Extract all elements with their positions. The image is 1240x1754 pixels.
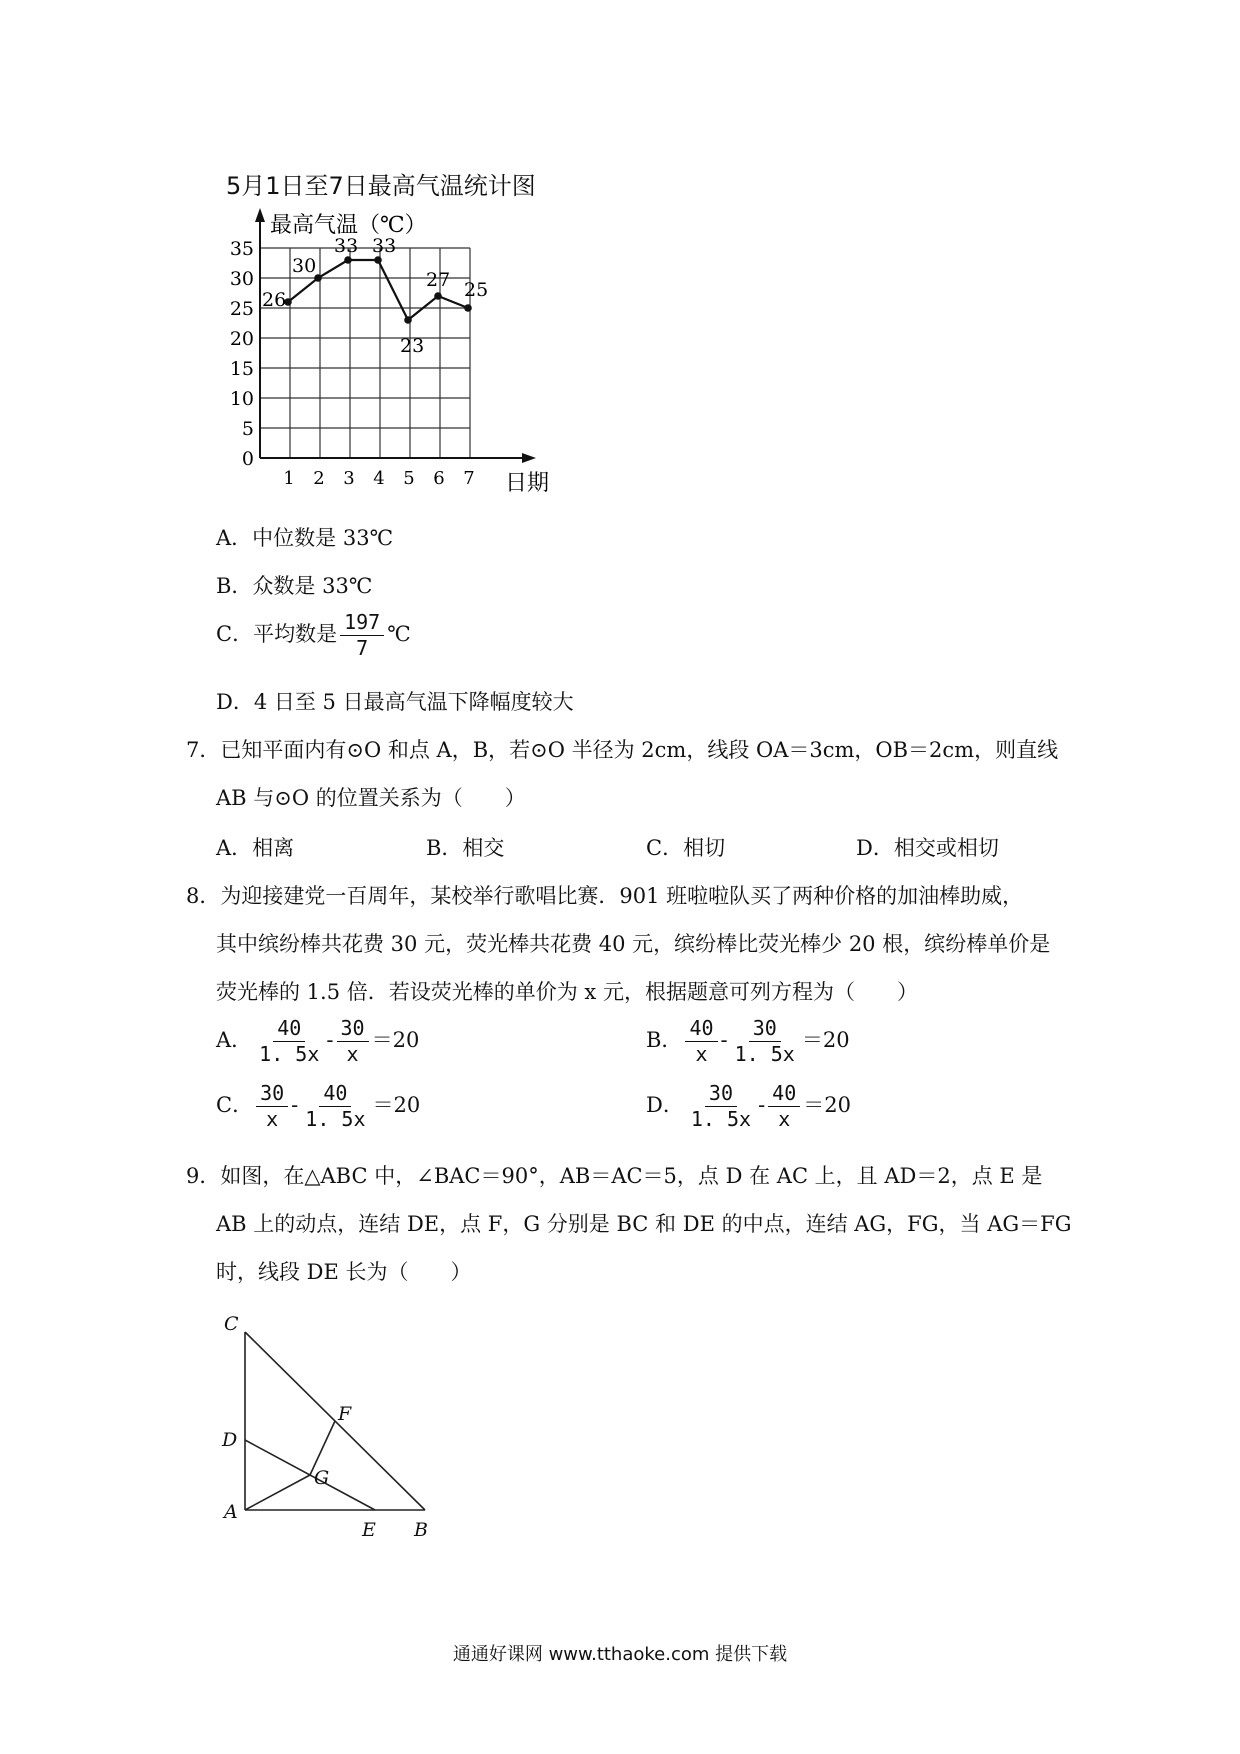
triangle-figure [200,1300,460,1550]
q7-option-a: A．相离 [216,836,295,860]
label-a: A [224,1501,238,1523]
q8-option-b: B． $\frac{40}{x}$ - $\frac{30}{1. 5x}$ ＝20 [646,1016,850,1066]
q6-option-a: A．中位数是 33℃ [216,526,394,550]
q8-option-c: C． $\frac{30}{x}$ - $\frac{40}{1. 5x}$ ＝20 [216,1081,421,1131]
x-tick-label: 5 [403,468,415,489]
q7-option-b: B．相交 [426,836,505,860]
y-tick-label: 25 [229,298,254,320]
q9-stem-line2: AB 上的动点，连结 DE，点 F，G 分别是 BC 和 DE 的中点，连结 AG，FG，当 AG＝FG [216,1212,1072,1236]
q6-option-c: C．平均数是 $\frac{197}{7}$ ℃ [216,610,411,660]
q7-stem-line1: 7．已知平面内有⊙O 和点 A，B，若⊙O 半径为 2cm，线段 OA＝3cm，OB＝2cm，则直线 [186,738,1059,762]
q8-stem-line2: 其中缤纷棒共花费 30 元，荧光棒共花费 40 元，缤纷棒比荧光棒少 20 根，缤纷棒单价是 [216,932,1051,956]
y-tick-label: 20 [229,328,254,350]
chart-title: 5月1日至7日最高气温统计图 [226,172,536,200]
data-label: 25 [464,279,489,301]
label-d: D [222,1429,238,1451]
y-tick-label: 15 [229,358,254,380]
data-point [404,316,412,324]
segment-ag [245,1475,310,1510]
mean-fraction: $\frac{197}{7}$ [340,612,384,659]
data-label: 33 [372,235,397,257]
data-label: 23 [400,335,425,357]
label-g: G [314,1467,330,1489]
label-b: B [414,1519,428,1541]
data-point [374,256,382,264]
q9-stem-line1: 9．如图，在△ABC 中，∠BAC＝90°，AB＝AC＝5，点 D 在 AC 上，且 AD＝2，点 E 是 [186,1164,1043,1188]
data-label: 33 [334,235,359,257]
x-tick-label: 6 [433,468,445,489]
x-tick-label: 7 [463,468,475,489]
y-tick-label: 10 [229,388,254,410]
q6-option-b: B．众数是 33℃ [216,574,373,598]
x-axis-arrow [522,453,536,463]
q8-stem-line3: 荧光棒的 1.5 倍．若设荧光棒的单价为 x 元，根据题意可列方程为（ ） [216,980,918,1004]
x-tick-label: 1 [283,468,295,489]
label-c: C [224,1313,239,1335]
data-point [434,292,442,300]
q6-option-d: D．4 日至 5 日最高气温下降幅度较大 [216,690,574,714]
data-point [464,304,472,312]
x-tick-label: 4 [373,468,385,489]
q8-option-a: A． $\frac{40}{1. 5x}$ - $\frac{30}{x}$ ＝20 [216,1016,420,1066]
x-axis-title: 日期 [505,471,550,496]
data-point [344,256,352,264]
x-tick-label: 2 [313,468,325,489]
label-e: E [362,1519,376,1541]
label-f: F [338,1403,352,1425]
q7-stem-line2: AB 与⊙O 的位置关系为（ ） [216,786,526,810]
x-tick-label: 3 [343,468,355,489]
data-label: 26 [262,289,287,311]
q9-stem-line3: 时，线段 DE 长为（ ） [216,1260,472,1284]
data-label: 30 [292,255,317,277]
y-tick-label: 35 [229,238,254,260]
q8-stem-line1: 8．为迎接建党一百周年，某校举行歌唱比赛．901 班啦啦队买了两种价格的加油棒助威， [186,884,1024,908]
temperature-line-chart [0,0,1240,520]
q8-option-d: D． $\frac{30}{1. 5x}$ - $\frac{40}{x}$ ＝20 [646,1081,851,1131]
footer-watermark: 通通好课网 www.tthaoke.com 提供下载 [452,1644,788,1665]
y-tick-label: 0 [241,448,254,470]
y-tick-label: 30 [229,268,254,290]
y-axis-title: 最高气温（℃） [270,213,427,238]
data-label: 27 [426,269,451,291]
y-axis-arrow [255,208,265,222]
y-tick-label: 5 [241,418,254,440]
chart-labels [230,213,549,496]
q7-option-c: C．相切 [646,836,726,860]
q7-option-d: D．相交或相切 [856,836,999,860]
